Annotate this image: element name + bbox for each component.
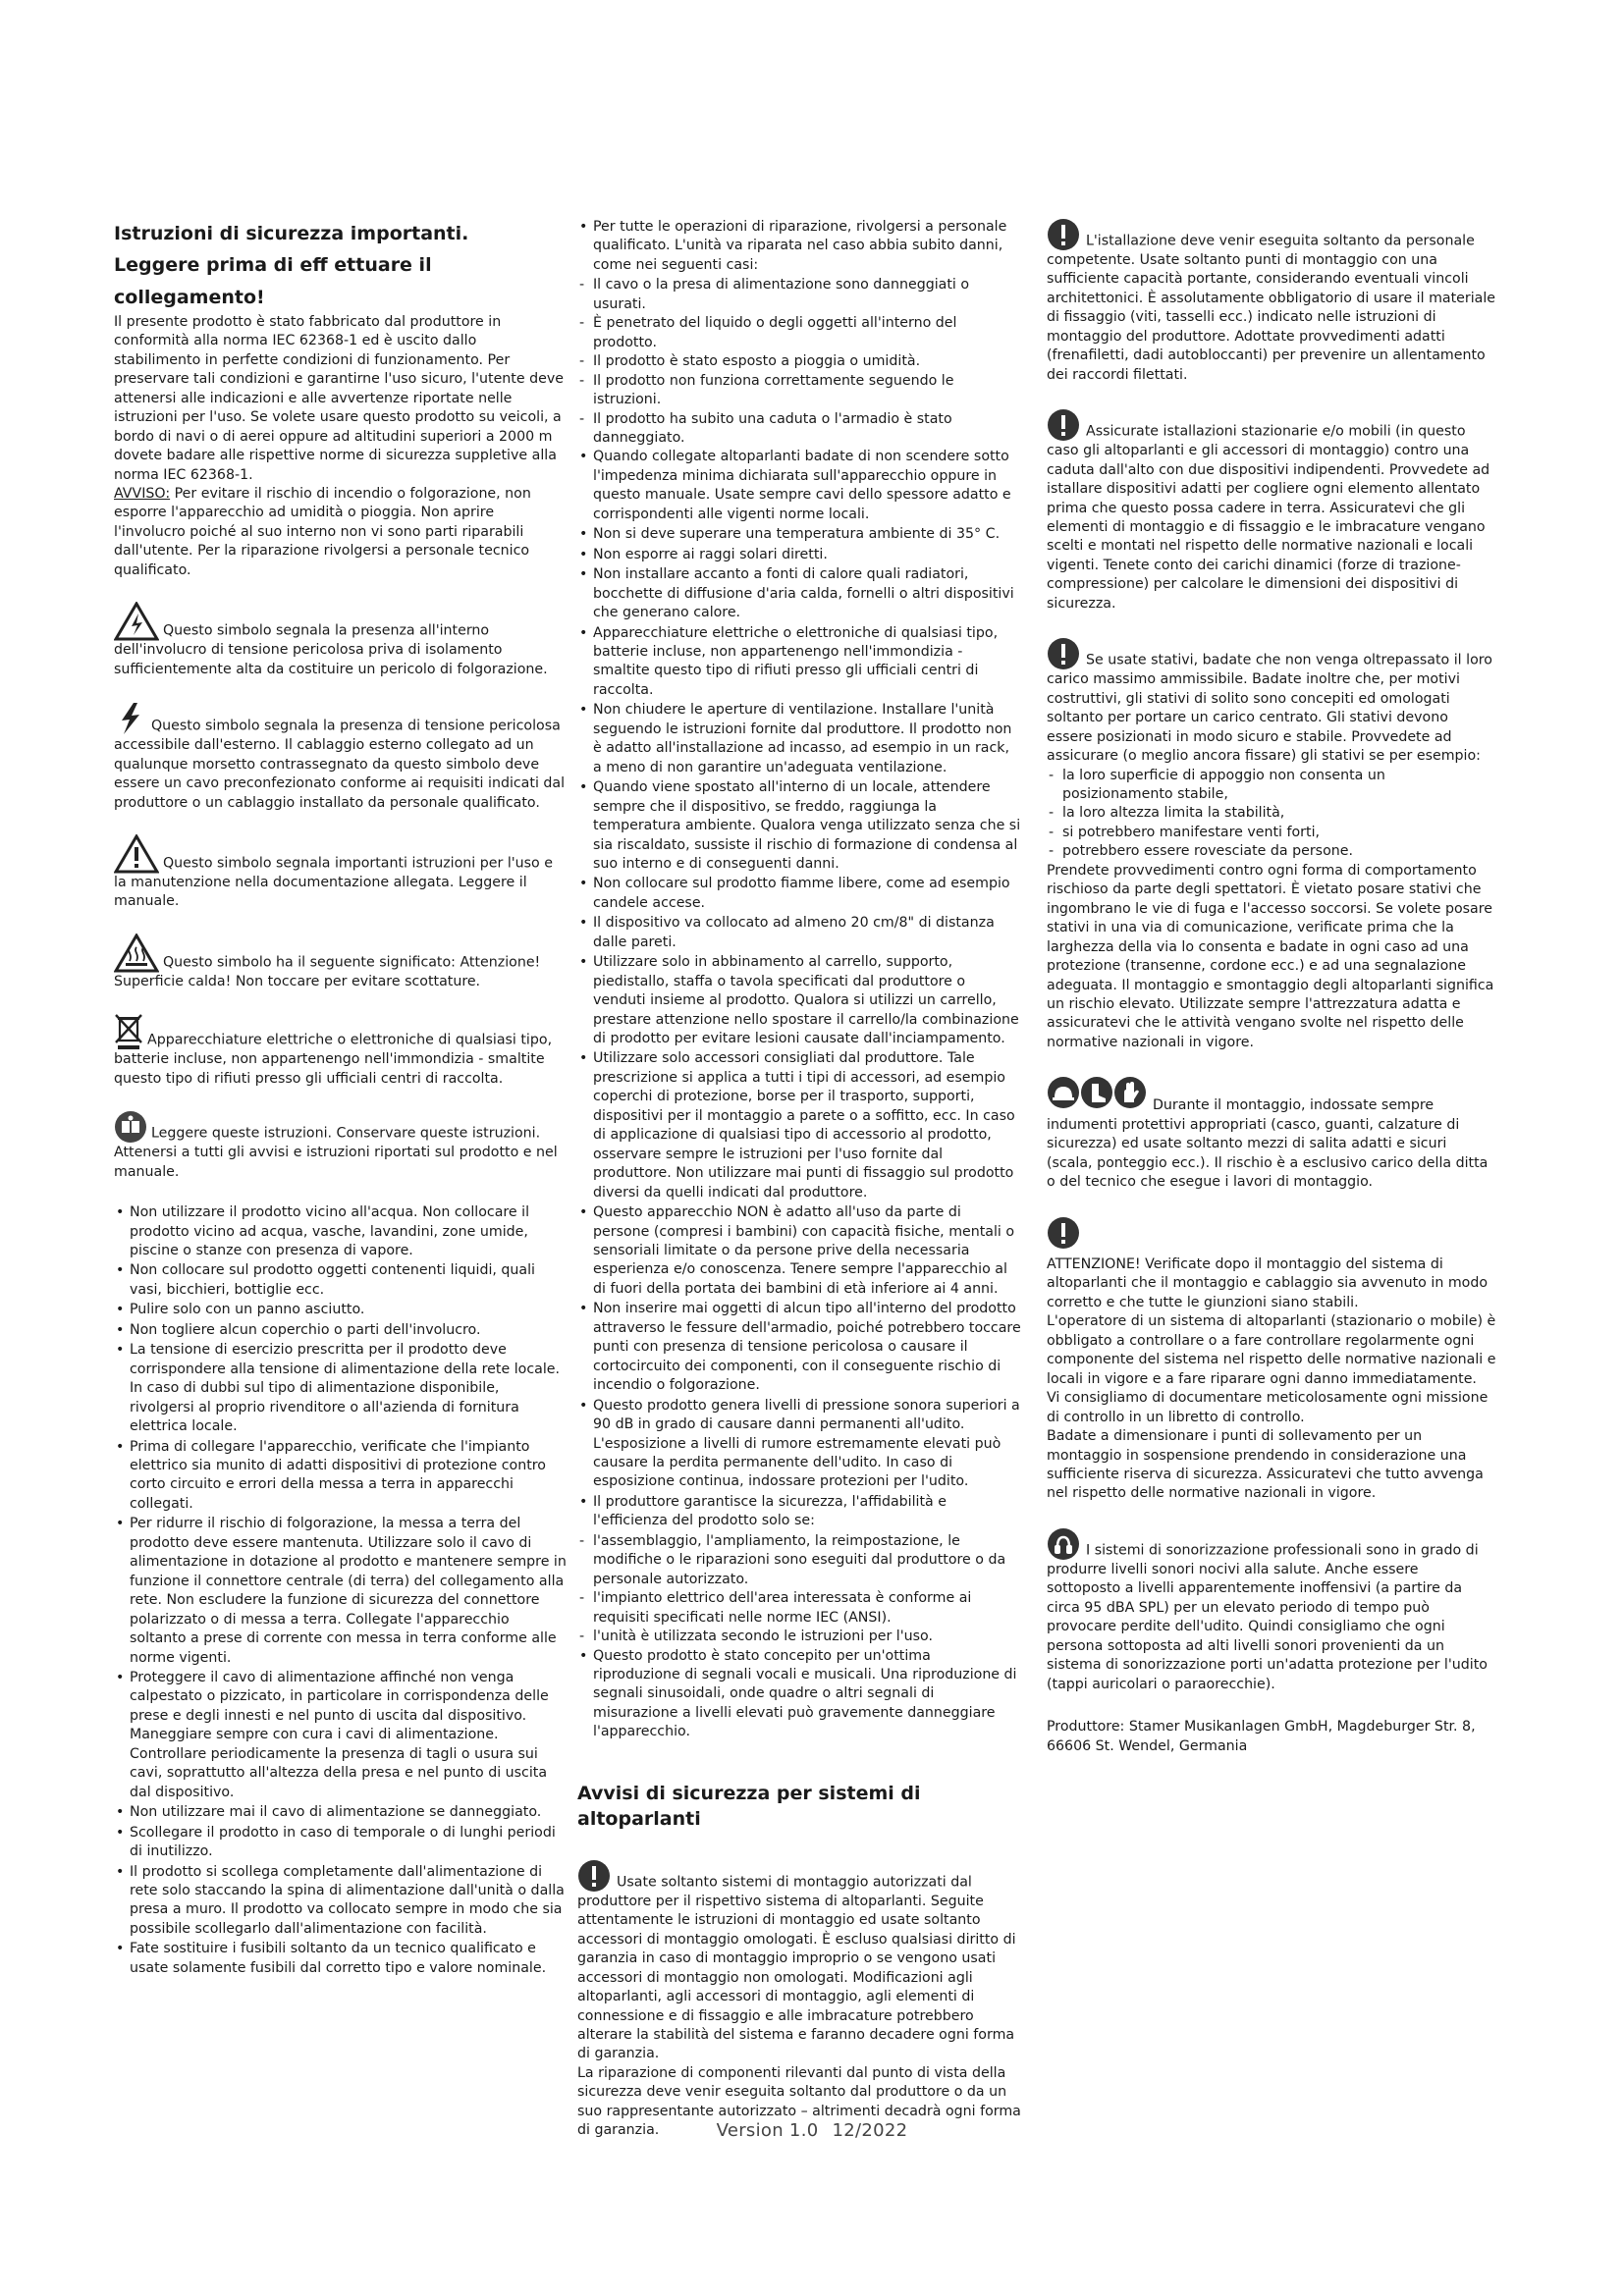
helmet-icon xyxy=(1047,1076,1080,1109)
exclamation-icon xyxy=(1047,408,1080,442)
column-middle xyxy=(577,218,1021,2141)
symbol-weee-text: Apparecchiature elettriche o elettroniche di qualsiasi tipo, batterie incluse, non appartenengo nell'immondizia - smaltite questo tipo di rifiuti presso gli ufficiali centri di raccolta. xyxy=(114,1032,553,1087)
list-item: • Il produttore garantisce la sicurezza, l'affidabilità e l'efficienza del prodotto solo se: xyxy=(577,1493,1021,1531)
list-item: - Il prodotto non funziona correttamente seguendo le istruzioni. xyxy=(577,372,1021,410)
date-label: 12/2022 xyxy=(832,2120,908,2141)
signal-bullet-list xyxy=(577,1647,1021,1742)
stands-paragraph: Se usate stativi, badate che non venga oltrepassato il loro carico massimo ammissibile. Badate inoltre che, per motivi costruttivi, gli stativi di solito sono concepiti ed omologati soltanto per portare un carico centrato. Gli stativi devono essere posizionati in modo sicuro e stabile. Provvedete ad assicurare (o meglio ancora fissare) gli stativi se per esempio: xyxy=(1047,637,1496,766)
list-item: • Quando viene spostato all'interno di un locale, attendere sempre che il dispositivo, se freddo, raggiunga la temperatura ambiente. Qualora venga utilizzato senza che si sia riscaldato, sussiste il rischio di formazione di condensa al suo interno e di conseguenti danni. xyxy=(577,778,1021,874)
page-title: Istruzioni di sicurezza importanti. xyxy=(114,223,469,244)
list-item: • Non togliere alcun coperchio o parti dell'involucro. xyxy=(114,1321,568,1340)
usage-bullet-list xyxy=(577,448,1021,1530)
hearing-paragraph: I sistemi di sonorizzazione professionali sono in grado di produrre livelli sonori nocivi alla salute. Anche essere sottoposto a livelli apparentemente inoffensivi (a partire da circa 95 dBA SPL) per un elevato periodo di tempo può provocare perdite dell'udito. Quindi consigliamo che ogni persona sottoposta ad alti livelli sonori provenienti da un sistema di sonorizzazione porti un'adatta protezione per l'udito (tappi auricolari o paraorecchie). xyxy=(1047,1527,1496,1694)
safety-boot-icon xyxy=(1080,1076,1113,1109)
stands-conditions-list xyxy=(1047,767,1496,862)
list-item: • Proteggere il cavo di alimentazione affinché non venga calpestato o pizzicato, in particolare in corrispondenza delle prese e degli innesti e nel punto di uscita dal dispositivo. Maneggiare sempre con cura i cavi di alimentazione. Controllare periodicamente la presenza di tagli o usura sui cavi, soprattutto all'altezza della presa e nel punto di uscita dal dispositivo. xyxy=(114,1669,568,1802)
list-item: • Non collocare sul prodotto fiamme libere, come ad esempio candele accese. xyxy=(577,875,1021,913)
symbol-caution-block xyxy=(114,834,568,912)
list-item: • Il dispositivo va collocato ad almeno 20 cm/8" di distanza dalle pareti. xyxy=(577,914,1021,952)
exclamation-icon xyxy=(1047,1216,1080,1250)
list-item: • Fate sostituire i fusibili soltanto da un tecnico qualificato e usate solamente fusibili dal corretto tipo e valore nominale. xyxy=(114,1940,568,1978)
list-item: - Il cavo o la presa di alimentazione sono danneggiati o usurati. xyxy=(577,276,1021,314)
gloves-icon xyxy=(1113,1076,1147,1109)
list-item: • Per ridurre il rischio di folgorazione, la messa a terra del prodotto deve essere mantenuta. Utilizzare solo il cavo di alimentazione in dotazione al prodotto e mantenere sempre in funzione il connettore centrale (di terra) del collegamento alla rete. Non escludere la funzione di sicurezza del connettore polarizzato o di messa a terra. Collegate l'apparecchio soltanto a prese di corrente con messa in terra conforme alle norme vigenti. xyxy=(114,1515,568,1668)
version-label: Version 1.0 xyxy=(716,2120,819,2141)
symbol-caution-text: Questo simbolo segnala importanti istruzioni per l'uso e la manutenzione nella documentazione allegata. Leggere il manuale. xyxy=(114,855,553,910)
list-item: - l'assemblaggio, l'ampliamento, la reimpostazione, le modifiche o le riparazioni sono eseguiti dal produttore o da personale autorizzato. xyxy=(577,1532,1021,1589)
footer-version xyxy=(0,2120,1624,2141)
column-right xyxy=(1047,218,1496,1756)
exclamation-icon xyxy=(577,1859,611,1893)
voltage-warning-icon xyxy=(114,602,159,641)
list-item: • Non utilizzare mai il cavo di alimentazione se danneggiato. xyxy=(114,1803,568,1822)
list-item: - È penetrato del liquido o degli oggetti all'interno del prodotto. xyxy=(577,314,1021,352)
exclamation-icon xyxy=(1047,218,1080,251)
list-item: - la loro superficie di appoggio non consenta un posizionamento stabile, xyxy=(1047,767,1496,805)
symbol-voltage-block xyxy=(114,602,568,679)
warning-label: AVVISO: xyxy=(114,485,171,502)
list-item: • Utilizzare solo in abbinamento al carrello, supporto, piedistallo, staffa o tavola specificati dal produttore o venduti insieme al prodotto. Qualora si utilizzi un carrello, prestare attenzione nello spostare il carrello/la combinazione di prodotto per evitare lesioni causate dall'inciampamento. xyxy=(577,953,1021,1048)
repair-cases-list xyxy=(577,276,1021,448)
symbol-voltage-text: Questo simbolo segnala la presenza all'interno dell'involucro di tensione pericolosa priva di isolamento sufficientemente alta da costituire un pericolo di folgorazione. xyxy=(114,622,548,677)
warning-paragraph xyxy=(114,485,568,580)
list-item: • Non chiudere le aperture di ventilazione. Installare l'unità seguendo le istruzioni fornite dal produttore. Il prodotto non è adatto all'installazione ad incasso, ad esempio in un rack, a meno di non garantire un'adeguata ventilazione. xyxy=(577,701,1021,777)
lifting-points-paragraph: Badate a dimensionare i punti di sollevamento per un montaggio in sospensione prendendo in considerazione una sufficiente riserva di sicurezza. Assicuratevi che tutto avvenga nel rispetto delle normative nazionali in vigore. xyxy=(1047,1428,1484,1502)
exclamation-icon xyxy=(1047,637,1080,670)
symbol-weee-block xyxy=(114,1013,568,1089)
read-manual-icon xyxy=(114,1110,147,1144)
list-item: • La tensione di esercizio prescritta per il prodotto deve corrispondere alla tensione di alimentazione della rete locale. In caso di dubbi sul tipo di alimentazione disponibile, rivolgersi al proprio rivenditore o all'azienda di fornitura elettrica locale. xyxy=(114,1341,568,1436)
symbol-hot-block xyxy=(114,934,568,991)
symbol-hot-text: Questo simbolo ha il seguente significato: Attenzione! Superficie calda! Non toccare per evitare scottature. xyxy=(114,954,541,989)
manufacturer-address: Produttore: Stamer Musikanlagen GmbH, Magdeburger Str. 8, 66606 St. Wendel, Germania xyxy=(1047,1719,1476,1754)
lightning-bolt-icon xyxy=(114,701,147,736)
repair-bullet-list xyxy=(577,218,1021,275)
list-item: • Non collocare sul prodotto oggetti contenenti liquidi, quali vasi, bicchieri, bottiglie ecc. xyxy=(114,1261,568,1300)
list-item: - Il prodotto è stato esposto a pioggia o umidità. xyxy=(577,352,1021,371)
spectators-paragraph: Prendete provvedimenti contro ogni forma di comportamento rischioso da parte degli spettatori. È vietato posare stativi che ingombrano le vie di fuga e l'accesso soccorsi. Se volete posare stativi in una via di comunicazione, verificate prima che la larghezza della via lo consenta e badate in ogni caso ad una protezione (transenne, cordone ecc.) e ad una segnalazione adeguata. Il montaggio e smontaggio degli altoparlanti significa un rischio elevato. Utilizzate sempre l'attrezzatura adatta e assicuratevi che le attività vengano svolte nel rispetto delle normative nazionali in vigore. xyxy=(1047,862,1494,1050)
list-item: • Non utilizzare il prodotto vicino all'acqua. Non collocare il prodotto vicino ad acqua, vasche, lavandini, zone umide, piscine o stanze con presenza di vapore. xyxy=(114,1203,568,1260)
list-item: • Pulire solo con un panno asciutto. xyxy=(114,1301,568,1319)
weee-bin-icon xyxy=(114,1013,143,1050)
fall-protection-paragraph: Assicurate istallazioni stazionarie e/o mobili (in questo caso gli altoparlanti e gli accessori di montaggio) contro una caduta dall'alto con due dispositivi indipendenti. Provvedete ad istallare dispositivi adatti per cogliere ogni elemento allentato prima che questo possa cadere in terra. Assicuratevi che gli elementi di montaggio e di fissaggio e le imbracature vengano scelti e montati nel rispetto delle normative nazionali e locali vigenti. Tenete conto dei carichi dinamici (forze di trazione-compressione) per calcolare le dimensioni dei dispositivi di sicurezza. xyxy=(1047,408,1496,614)
list-item: - l'unità è utilizzata secondo le istruzioni per l'uso. xyxy=(577,1628,1021,1646)
warranty-conditions-list xyxy=(577,1532,1021,1647)
ear-protection-icon xyxy=(1047,1527,1080,1561)
installation-paragraph: L'istallazione deve venir eseguita soltanto da personale competente. Usate soltanto punti di montaggio con una sufficiente capacità portante, considerando eventuali vincoli architettonici. È assolutamente obbligatorio di usare il materiale di fissaggio (viti, tasselli ecc.) indicato nelle istruzioni di montaggio del produttore. Adottate provvedimenti adatti (frenafiletti, dadi autobloccanti) per prevenire un allentamento dei raccordi filettati. xyxy=(1047,218,1496,385)
list-item: • Per tutte le operazioni di riparazione, rivolgersi a personale qualificato. L'unità va riparata nel caso abbia subito danni, come nei seguenti casi: xyxy=(577,218,1021,275)
repair-paragraph: La riparazione di componenti rilevanti dal punto di vista della sicurezza deve venir eseguita soltanto dal produttore o da un suo rappresentante autorizzato – altrimenti decadrà ogni forma di garanzia. xyxy=(577,2064,1021,2139)
list-item: • Prima di collegare l'apparecchio, verificate che l'impianto elettrico sia munito di adatti dispositivi di protezione contro corto circuito e errori della messa a terra in apparecchi collegati. xyxy=(114,1438,568,1515)
documentation-paragraph: Vi consigliamo di documentare meticolosamente ogni missione di controllo in un libretto di controllo. xyxy=(1047,1390,1489,1425)
hot-surface-icon xyxy=(114,934,159,973)
page-subtitle: Leggere prima di eff ettuare il collegamento! xyxy=(114,254,432,308)
list-item: • Non installare accanto a fonti di calore quali radiatori, bocchette di diffusione d'aria calda, fornelli o altri dispositivi che generano calore. xyxy=(577,565,1021,622)
caution-icon xyxy=(114,834,159,874)
intro-paragraph: Il presente prodotto è stato fabbricato dal produttore in conformità alla norma IEC 62368-1 ed è uscito dallo stabilimento in perfette condizioni di funzionamento. Per preservare tali condizioni e garantirne l'uso sicuro, l'utente deve attenersi alle indicazioni e alle avvertenze riportate nelle istruzioni per l'uso. Se volete usare questo prodotto su veicoli, a bordo di navi o di aerei oppure ad altitudini superiori a 2000 m dovete badare alle rispettive norme di sicurezza suppletive alla norma IEC 62368-1. xyxy=(114,313,564,483)
attention-block xyxy=(1047,1216,1496,1504)
list-item: • Il prodotto si scollega completamente dall'alimentazione di rete solo staccando la spina di alimentazione dall'unità o dalla presa a muro. Il prodotto va collocato sempre in modo che sia possibile scollegarlo dall'alimentazione con facilità. xyxy=(114,1863,568,1940)
warning-text: Per evitare il rischio di incendio o folgorazione, non esporre l'apparecchio ad umidità o pioggia. Non aprire l'involucro poiché al suo interno non vi sono parti riparabili dall'utente. Per la riparazione rivolgersi a personale tecnico qualificato. xyxy=(114,485,531,578)
list-item: • Questo prodotto genera livelli di pressione sonora superiori a 90 dB in grado di causare danni permanenti all'udito. L'esposizione a livelli di rumore estremamente elevati può causare la perdita permanente dell'udito. In caso di esposizione continua, indossare protezioni per l'udito. xyxy=(577,1397,1021,1492)
list-item: • Apparecchiature elettriche o elettroniche di qualsiasi tipo, batterie incluse, non appartenengo nell'immondizia - smaltite questo tipo di rifiuti presso gli ufficiali centri di raccolta. xyxy=(577,624,1021,701)
list-item: • Non inserire mai oggetti di alcun tipo all'interno del prodotto attraverso le fessure dell'armadio, poiché potrebbero toccare punti con presenza di tensione pericolosa o causare il cortocircuito dei componenti, con il conseguente rischio di incendio o folgorazione. xyxy=(577,1300,1021,1395)
attention-paragraph: ATTENZIONE! Verificate dopo il montaggio del sistema di altoparlanti che il montaggio e cablaggio sia avvenuto in modo corretto e che tutte le giunzioni siano stabili. xyxy=(1047,1256,1489,1310)
mounting-paragraph: Usate soltanto sistemi di montaggio autorizzati dal produttore per il rispettivo sistema di altoparlanti. Seguite attentamente le istruzioni di montaggio ed usate soltanto accessori di montaggio omologati. È escluso qualsiasi diritto di garanzia in caso di montaggio improprio o se vengono usati accessori di montaggio non omologati. Modificazioni agli altoparlanti, agli accessori di montaggio, agli elementi di connessione e di fissaggio e alle imbracature potrebbero alterare la stabilità del sistema e faranno decadere ogni forma di garanzia. xyxy=(577,1859,1021,2064)
list-item: • Questo apparecchio NON è adatto all'uso da parte di persone (compresi i bambini) con capacità fisiche, mentali o sensoriali limitate o da persone prive della necessaria esperienza e/o conoscenza. Tenere sempre l'apparecchio al di fuori della portata dei bambini di età inferiore ai 4 anni. xyxy=(577,1203,1021,1299)
list-item: • Non esporre ai raggi solari diretti. xyxy=(577,546,1021,564)
list-item: • Questo prodotto è stato concepito per un'ottima riproduzione di segnali vocali e musicali. Una riproduzione di segnali sinusoidali, onde quadre o altri segnali di misurazione a livelli elevati può gravemente danneggiare l'apparecchio. xyxy=(577,1647,1021,1742)
operator-paragraph: L'operatore di un sistema di altoparlanti (stazionario o mobile) è obbligato a controllare o a fare controllare regolarmente ogni componente del sistema nel rispetto delle normative nazionali e locali in vigore e a fare riparare ogni danno immediatamente. xyxy=(1047,1313,1496,1387)
list-item: • Quando collegate altoparlanti badate di non scendere sotto l'impedenza minima dichiarata sull'apparecchio oppure in questo manuale. Usate sempre cavi dello spessore adatto e corrispondenti alle vigenti norme locali. xyxy=(577,448,1021,524)
list-item: - la loro altezza limita la stabilità, xyxy=(1047,804,1496,823)
symbol-read-block xyxy=(114,1110,568,1182)
protective-gear-icons xyxy=(1047,1076,1147,1115)
protective-gear-paragraph: Durante il montaggio, indossate sempre indumenti protettivi appropriati (casco, guanti, calzature di sicurezza) ed usate soltanto mezzi di salita adatti e sicuri (scala, ponteggio ecc.). Il rischio è a esclusivo carico della ditta o del tecnico che esegue i lavori di montaggio. xyxy=(1047,1076,1496,1192)
list-item: • Non si deve superare una temperatura ambiente di 35° C. xyxy=(577,525,1021,544)
safety-bullet-list xyxy=(114,1203,568,1978)
list-item: - l'impianto elettrico dell'area interessata è conforme ai requisiti specificati nelle norme IEC (ANSI). xyxy=(577,1589,1021,1628)
list-item: • Scollegare il prodotto in caso di temporale o di lunghi periodi di inutilizzo. xyxy=(114,1824,568,1862)
symbol-terminal-block xyxy=(114,701,568,813)
list-item: - potrebbero essere rovesciate da persone. xyxy=(1047,842,1496,861)
list-item: • Utilizzare solo accessori consigliati dal produttore. Tale prescrizione si applica a tutti i tipi di accessori, ad esempio coperchi di protezione, borse per il trasporto, supporti, dispositivi per il montaggio a parete o a soffitto, ecc. In caso di applicazione di qualsiasi tipo di accessorio al prodotto, osservare sempre le istruzioni per l'uso fornite dal produttore. Non utilizzare mai punti di fissaggio sul prodotto diversi da quelli indicati dal produttore. xyxy=(577,1049,1021,1202)
list-item: - Il prodotto ha subito una caduta o l'armadio è stato danneggiato. xyxy=(577,410,1021,449)
symbol-read-text: Leggere queste istruzioni. Conservare queste istruzioni. Attenersi a tutti gli avvisi e istruzioni riportati sul prodotto e nel manuale. xyxy=(114,1125,558,1180)
list-item: - si potrebbero manifestare venti forti, xyxy=(1047,824,1496,842)
section-heading: Avvisi di sicurezza per sistemi di altoparlanti xyxy=(577,1782,921,1830)
symbol-terminal-text: Questo simbolo segnala la presenza di tensione pericolosa accessibile dall'esterno. Il cablaggio esterno collegato ad un qualunque morsetto contrassegnato da questo simbolo deve essere un cavo preconfezionato conforme ai requisiti indicati dal produttore o un cablaggio installato da personale qualificato. xyxy=(114,718,566,811)
column-left xyxy=(114,218,568,1979)
